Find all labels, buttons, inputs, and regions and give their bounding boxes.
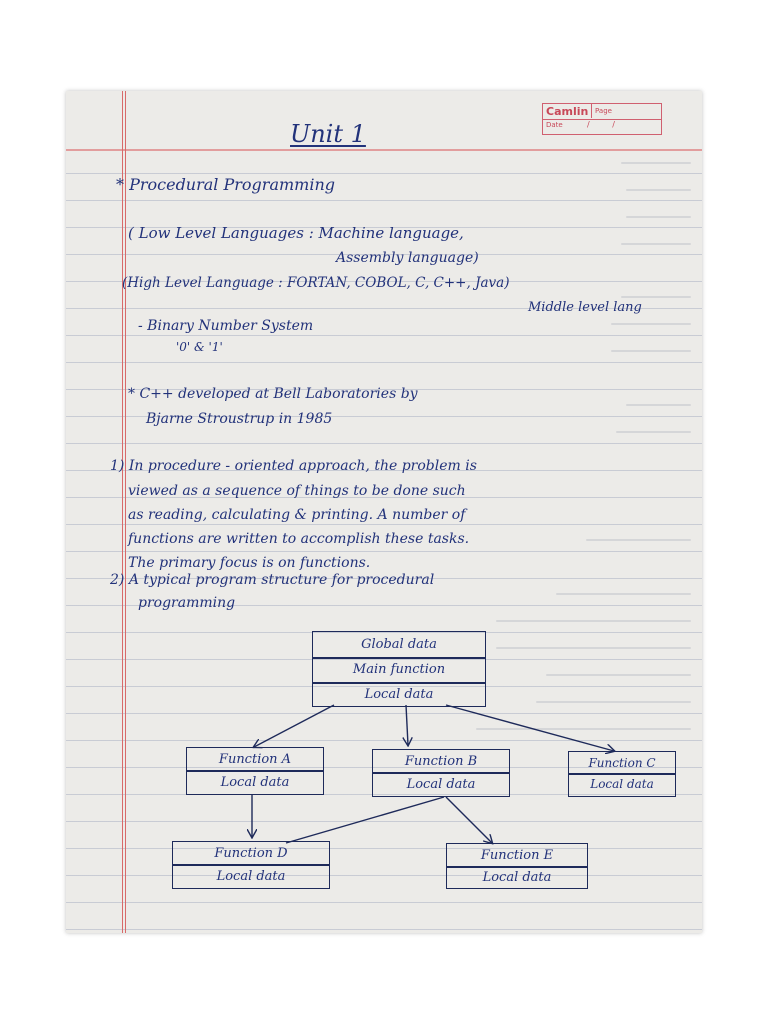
date-label: Date: [546, 121, 563, 129]
function-b-box: [372, 749, 510, 797]
arrow-main-to-c: [446, 705, 614, 751]
arrow-b-to-e: [446, 797, 492, 843]
function-b-local-data: Local data: [406, 777, 476, 792]
point-1-line-3: as reading, calculating & printing. A number of: [128, 507, 466, 523]
diagram-arrows: [66, 91, 702, 933]
arrow-b-to-d: [286, 797, 444, 843]
function-c-label: Function C: [588, 756, 656, 770]
box-divider: [373, 772, 509, 774]
function-e-local-data: Local data: [482, 870, 552, 885]
box-divider: [569, 773, 675, 775]
box-divider: [313, 657, 485, 659]
point-1-line-1: 1) In procedure - oriented approach, the problem is: [110, 458, 477, 474]
low-level-line-2: Assembly language): [336, 250, 479, 266]
brand-name: Camlin: [546, 105, 589, 118]
local-data-label: Local data: [364, 687, 434, 702]
binary-line-2: '0' & '1': [176, 340, 223, 354]
notebook-page: [66, 91, 702, 933]
cpp-line-1: * C++ developed at Bell Laboratories by: [128, 386, 418, 402]
function-d-label: Function D: [214, 846, 288, 861]
global-data-label: Global data: [361, 637, 437, 652]
function-c-box: [568, 751, 676, 797]
main-function-label: Main function: [352, 662, 446, 677]
page-title: Unit 1: [290, 120, 366, 148]
middle-level-note: Middle level lang: [528, 300, 642, 315]
point-1-line-4: functions are written to accomplish these tasks.: [128, 531, 470, 547]
point-1-line-2: viewed as a sequence of things to be done such: [128, 483, 466, 499]
low-level-line-1: ( Low Level Languages : Machine language,: [128, 224, 464, 242]
function-d-box: [172, 841, 330, 889]
binary-line-1: - Binary Number System: [138, 318, 314, 334]
procedural-heading: * Procedural Programming: [116, 175, 335, 194]
arrow-main-to-a: [254, 705, 334, 747]
main-function-box: [312, 631, 486, 707]
box-divider: [173, 864, 329, 866]
function-d-local-data: Local data: [216, 869, 286, 884]
date-value: / /: [587, 120, 625, 129]
function-a-label: Function A: [218, 752, 292, 767]
arrow-main-to-b: [406, 705, 408, 745]
function-b-label: Function B: [404, 754, 478, 769]
page-label: Page: [595, 107, 612, 115]
box-divider: [447, 866, 587, 868]
box-divider: [187, 770, 323, 772]
function-e-label: Function E: [480, 848, 554, 863]
function-a-box: [186, 747, 324, 795]
high-level-line: (High Level Language : FORTAN, COBOL, C, C++, Java): [122, 275, 510, 291]
point-2-line-2: programming: [138, 595, 236, 611]
cpp-line-2: Bjarne Stroustrup in 1985: [146, 411, 333, 427]
box-divider: [313, 682, 485, 684]
function-c-local-data: Local data: [590, 777, 654, 791]
function-e-box: [446, 843, 588, 889]
function-a-local-data: Local data: [220, 775, 290, 790]
point-2-line-1: 2) A typical program structure for procedural: [110, 572, 435, 588]
point-1-line-5: The primary focus is on functions.: [128, 555, 371, 571]
